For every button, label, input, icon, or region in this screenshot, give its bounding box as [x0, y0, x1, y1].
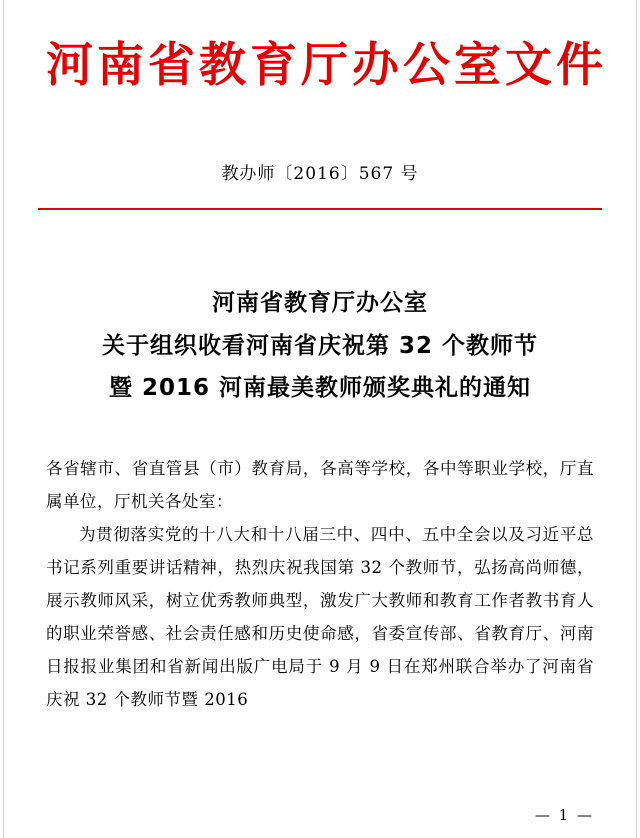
body-paragraph-salutation: 各省辖市、省直管县（市）教育局，各高等学校，各中等职业学校，厅直属单位，厅机关各处室： [46, 458, 594, 511]
red-divider-rule [38, 208, 602, 210]
document-title-line-3: 暨 2016 河南最美教师颁奖典礼的通知 [108, 375, 532, 402]
document-title-line-1: 河南省教育厅办公室 [212, 290, 428, 316]
document-number: 教办师〔2016〕567 号 [221, 164, 419, 184]
document-title-block [46, 282, 594, 410]
page-number-footer: — 1 — [534, 806, 594, 824]
page-right-border [636, 0, 637, 838]
document-masthead-title: 河南省教育厅办公室文件 [46, 38, 607, 93]
body-paragraph-1: 为贯彻落实党的十八大和十八届三中、四中、五中全会以及习近平总书记系列重要讲话精神，热烈庆祝我国第 32 个教师节，弘扬高尚师德，展示教师风采，树立优秀教师典型，激发广大教师和教育工作者教书育人的职业荣誉感、社会责任感和历史使命感，省委宣传部、省教育厅、河南日报报业集团和省新闻出版广电局于 9 月 9 日在郑州联合举办了河南省庆祝 32 个教师节暨 2016 [46, 524, 594, 709]
document-body [46, 452, 594, 716]
page-left-border [3, 0, 4, 838]
document-title-line-2: 关于组织收看河南省庆祝第 32 个教师节 [101, 332, 539, 359]
